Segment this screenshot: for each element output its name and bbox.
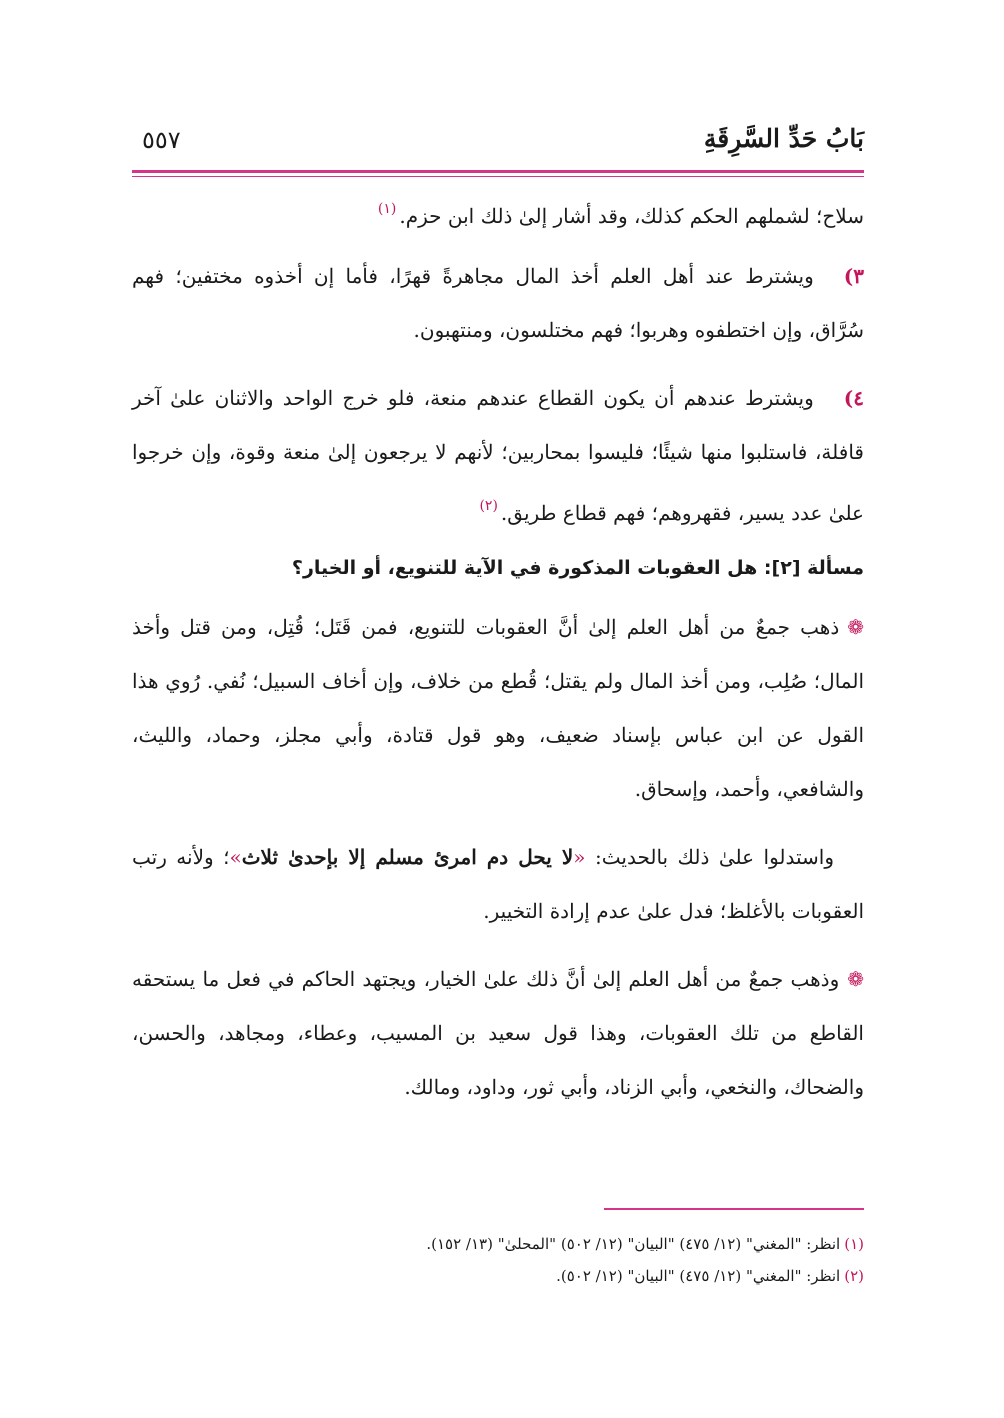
paragraph-text: سلاح؛ لشملهم الحكم كذلك، وقد أشار إلىٰ ذلك ابن حزم. <box>399 204 864 228</box>
numbered-point-4 <box>132 371 864 540</box>
paragraph-text: وذهب جمعٌ من أهل العلم إلىٰ أنَّ ذلك علىٰ الخيار، ويجتهد الحاكم في فعل ما يستحقه القاطع من تلك العقوبات، وهذا قول سعيد بن المسيب، وعطاء، ومجاهد، والحسن، والضحاك، والنخعي، وأبي الزناد، وأبي ثور، وداود، ومالك. <box>132 967 864 1099</box>
hadith-text: لا يحل دم امرئ مسلم إلا بإحدىٰ ثلاث <box>241 845 574 869</box>
flower-ornament-icon: ❁ <box>847 615 864 639</box>
point-number: ٣) <box>843 264 864 288</box>
flower-ornament-icon: ❁ <box>847 967 864 991</box>
issue-heading: مسألة [٢]: هل العقوبات المذكورة في الآية للتنويع، أو الخيار؟ <box>291 557 864 579</box>
point-number: ٤) <box>843 386 864 410</box>
header-rule-thin <box>132 176 864 177</box>
footnote-item <box>132 1260 864 1292</box>
opinion-paragraph-1 <box>132 600 864 816</box>
footnote-text: انظر: "المغني" (١٢/ ٤٧٥) "البيان" (١٢/ ٥٠٢). <box>556 1267 841 1285</box>
footnote-text: انظر: "المغني" (١٢/ ٤٧٥) "البيان" (١٢/ ٥٠٢) "المحلىٰ" (١٣/ ١٥٢). <box>426 1235 841 1253</box>
paragraph-lead: واستدلوا علىٰ ذلك بالحديث: <box>595 845 835 869</box>
chapter-title: بَابُ حَدِّ السَّرِقَةِ <box>703 124 864 153</box>
paragraph-text: ؛ ولأنه رتب العقوبات بالأغلظ؛ فدل علىٰ عدم إرادة التخيير. <box>132 845 864 923</box>
footnote-ref: (١) <box>377 201 397 217</box>
footnote-number: (١) <box>844 1235 864 1253</box>
paragraph-text: ويشترط عندهم أن يكون القطاع عندهم منعة، فلو خرج الواحد والاثنان علىٰ آخر قافلة، فاستلبوا منها شيئًا؛ فليسوا بمحاربين؛ لأنهم لا يرجعون إلىٰ منعة وقوة، وإن خرجوا علىٰ عدد يسير، فقهروهم؛ فهم قطاع طريق. <box>132 386 864 525</box>
quote-close: » <box>229 845 242 869</box>
quote-open: « <box>573 845 586 869</box>
main-text <box>132 182 864 1128</box>
footnote-item <box>132 1228 864 1260</box>
footnote-ref: (٢) <box>479 498 498 514</box>
opinion-paragraph-2 <box>132 952 864 1114</box>
numbered-point-3 <box>132 249 864 357</box>
paragraph-text: ذهب جمعٌ من أهل العلم إلىٰ أنَّ العقوبات للتنويع، فمن قَتَل؛ قُتِل، ومن قتل وأخذ المال؛ صُلِب، ومن أخذ المال ولم يقتل؛ قُطع من خلاف، وإن أخاف السبيل؛ نُفي. رُوي هذا القول عن ابن عباس بإسناد ضعيف، وهو قول قتادة، وأبي مجلز، وحماد، والليث، والشافعي، وأحمد، وإسحاق. <box>132 615 864 801</box>
page-number: ٥٥٧ <box>142 126 181 154</box>
running-header <box>132 118 864 162</box>
footnote-number: (٢) <box>844 1267 864 1285</box>
header-rule-thick <box>132 170 864 173</box>
footnotes <box>132 1228 864 1292</box>
paragraph-continuation <box>132 182 864 243</box>
evidence-paragraph <box>132 830 864 938</box>
paragraph-text: ويشترط عند أهل العلم أخذ المال مجاهرةً قهرًا، فأما إن أخذوه مختفين؛ فهم سُرَّاق، وإن اختطفوه وهربوا؛ فهم مختلسون، ومنتهبون. <box>132 264 864 342</box>
footnote-separator <box>604 1208 864 1210</box>
